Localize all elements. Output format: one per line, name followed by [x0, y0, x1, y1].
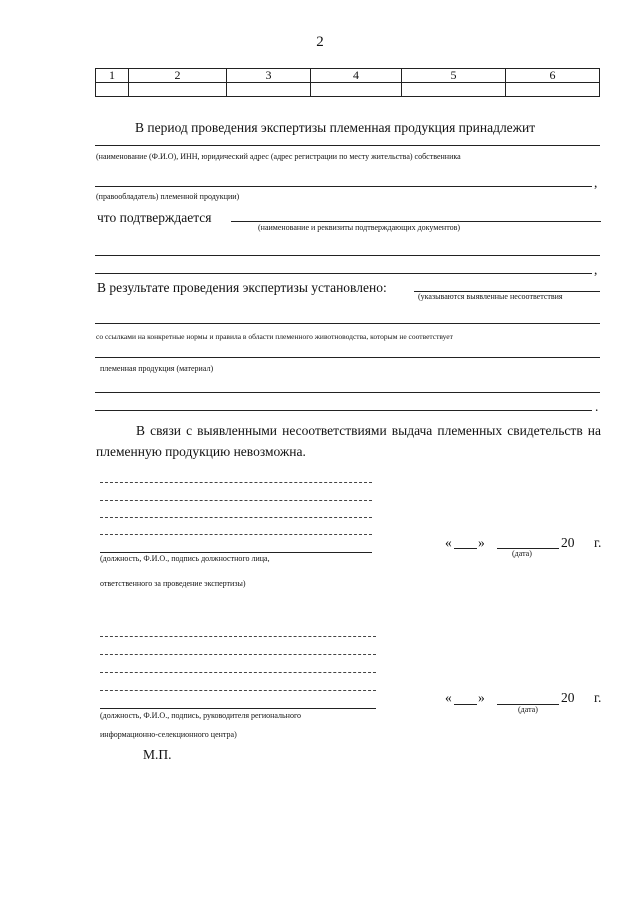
table-cell: 6 [506, 69, 600, 83]
comma: , [594, 262, 598, 277]
findings-label: В результате проведения экспертизы установлено: [97, 280, 387, 295]
signature-line[interactable] [100, 552, 372, 553]
findings-caption: (указываются выявленные несоответствия [418, 292, 563, 301]
table-cell[interactable] [129, 83, 227, 97]
stamp-label: М.П. [143, 747, 172, 762]
table-cell: 4 [311, 69, 402, 83]
table-cell[interactable] [227, 83, 311, 97]
date-year-prefix: 20 [561, 535, 575, 550]
findings-caption-3: племенная продукция (материал) [100, 364, 214, 373]
signature-caption: (должность, Ф.И.О., подпись, руководителя регионального [100, 711, 302, 720]
conclusion-paragraph: В связи с выявленными несоответствиями выдача племенных свидетельств на племенную продукцию невозможна. [96, 423, 601, 459]
owner-line[interactable] [95, 145, 600, 146]
confirmation-line[interactable] [231, 221, 601, 222]
date-quote-close: » [478, 690, 485, 705]
signature-line[interactable] [100, 482, 372, 483]
date-year-suffix: г. [594, 690, 602, 705]
period: . [595, 399, 599, 414]
date-caption: (дата) [512, 549, 532, 558]
findings-line-3[interactable] [95, 357, 600, 358]
date-year-suffix: г. [594, 535, 602, 550]
findings-line-4[interactable] [95, 392, 600, 393]
owner-line-2[interactable] [95, 186, 592, 187]
findings-line-2[interactable] [95, 323, 600, 324]
comma: , [594, 175, 598, 190]
owner-sentence: В период проведения экспертизы племенная продукция принадлежит [135, 120, 536, 135]
signature-line[interactable] [100, 672, 376, 673]
table-cell[interactable] [96, 83, 129, 97]
signature-line[interactable] [100, 690, 376, 691]
signature-caption: (должность, Ф.И.О., подпись должностного лица, [100, 554, 270, 563]
signature-line[interactable] [100, 708, 376, 709]
signature-line[interactable] [100, 500, 372, 501]
date-quote-open: « [445, 690, 452, 705]
date-caption: (дата) [518, 705, 538, 714]
column-number-table [95, 68, 600, 97]
date-year-prefix: 20 [561, 690, 575, 705]
signature-line[interactable] [100, 636, 376, 637]
signature-caption-2: ответственного за проведение экспертизы) [100, 579, 246, 588]
page-number: 2 [316, 34, 324, 50]
table-cell: 1 [96, 69, 129, 83]
table-cell: 2 [129, 69, 227, 83]
signature-caption-2: информационно-селекционного центра) [100, 730, 237, 739]
confirmation-caption: (наименование и реквизиты подтверждающих документов) [258, 223, 461, 232]
date-day-field[interactable] [454, 548, 477, 549]
signature-line[interactable] [100, 517, 372, 518]
date-quote-close: » [478, 535, 485, 550]
owner-caption: (наименование (Ф.И.О), ИНН, юридический адрес (адрес регистрации по месту жительства) собственника [96, 152, 461, 161]
table-cell[interactable] [311, 83, 402, 97]
table-cell[interactable] [506, 83, 600, 97]
signature-line[interactable] [100, 534, 372, 535]
confirmation-line-3[interactable] [95, 273, 592, 274]
table-cell: 3 [227, 69, 311, 83]
findings-line-5[interactable] [95, 410, 592, 411]
owner-caption-2: (правообладатель) племенной продукции) [96, 192, 240, 201]
table-cell[interactable] [402, 83, 506, 97]
signature-line[interactable] [100, 654, 376, 655]
confirmation-line-2[interactable] [95, 255, 600, 256]
date-day-field[interactable] [454, 704, 477, 705]
date-quote-open: « [445, 535, 452, 550]
table-empty-row [96, 83, 600, 97]
table-header-row [96, 69, 600, 83]
table-cell: 5 [402, 69, 506, 83]
confirmation-label: что подтверждается [97, 210, 212, 225]
findings-caption-2: со ссылками на конкретные нормы и правила в области племенного животноводства, которым не соответствует [96, 332, 453, 341]
